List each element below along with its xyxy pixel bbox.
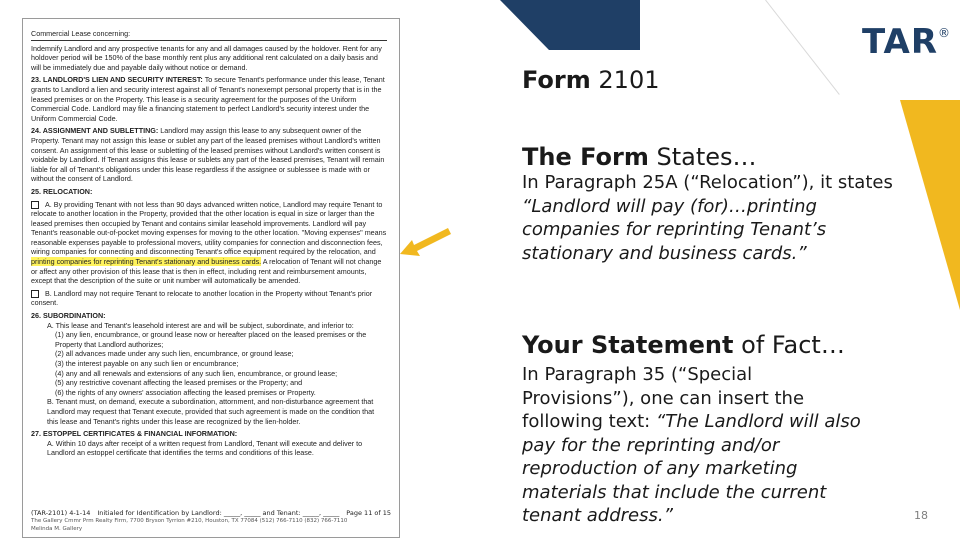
registered-mark: ® — [938, 25, 952, 40]
doc-para-26 — [31, 311, 387, 321]
form-title — [522, 66, 659, 94]
doc-para-23 — [31, 75, 387, 123]
doc-para-25a-pre: A. By providing Tenant with not less than 90 days advanced written notice, Landlord may require Tenant to relocate to another location in the Property, provided that the other location is equal in size or larger than the leased premises then occupied by Tenant and contains similar leasehold improvements. Landlord will pay Tenant's reasonable out-of-pocket moving expenses for moving to the other location. "Moving expenses" means reasonable expenses payable to professional movers, utility companies for connection and disconnection fees, wiring companies for connecting and disconnecting Tenant's office equipment required by the relocation, and — [31, 199, 387, 257]
doc-para-24-title: 24. ASSIGNMENT AND SUBLETTING: — [31, 126, 159, 136]
decorative-gold-shape — [900, 100, 960, 310]
logo-text: TAR — [862, 22, 939, 62]
doc-para-27a: A. Within 10 days after receipt of a written request from Landlord, Tenant will execute and deliver to Landlord an estoppel certificate that identifies the terms and conditions of this lease. — [47, 438, 363, 458]
form-number: 2101 — [598, 66, 660, 94]
checkbox-icon — [31, 201, 39, 209]
form-states-body — [522, 171, 894, 265]
form-title-word: Form — [522, 66, 591, 94]
doc-para-25b — [31, 289, 387, 308]
doc-para-26-title: 26. SUBORDINATION: — [31, 311, 106, 321]
doc-para-26a-item: (5) any restrictive covenant affecting the leased premises or the Property; and — [55, 378, 303, 388]
doc-para-26a-item: (3) the interest payable on any such lien or encumbrance; — [55, 359, 239, 368]
decorative-navy-shape — [500, 0, 640, 50]
doc-para-26a-item: (1) any lien, encumbrance, or ground lease now or hereafter placed on the leased premises or the Property that Landlord authorizes; — [55, 330, 367, 349]
statement-body — [522, 363, 867, 528]
statement-heading-bold: Your Statement — [522, 331, 734, 359]
lease-document-image — [22, 18, 400, 538]
statement-heading — [522, 331, 845, 359]
doc-para-24-text: Landlord may assign this lease to any subsequent owner of the Property. Tenant may not assign this lease or sublet any part of the leased premises without Landlord's written consent. An assignment of this lease or subletting of the leased premises without Landlord's written consent is voidable by Landlord. If Tenant assigns this lease or sublets any part of the leased premises, Tenant will remain liable for all of Tenant's obligations under this lease regardless if the assignee or sublessee is made with or without the consent of Landlord. — [31, 126, 385, 184]
doc-footer-page: Page 11 of 15 — [346, 509, 391, 517]
doc-para-27 — [31, 429, 387, 439]
doc-para-25a-highlight: printing companies for reprinting Tenant's stationary and business cards. — [31, 257, 262, 267]
doc-para-25a-post: A relocation of Tenant will not change or affect any other provision of this lease that is then in effect, including rent and reimbursement amounts, except that the description of the suite or unit number will automatically be amended. — [31, 257, 382, 286]
checkbox-icon — [31, 290, 39, 298]
doc-para-25b-text: B. Landlord may not require Tenant to relocate to another location in the Property without Tenant's prior consent. — [31, 288, 373, 308]
doc-footer-form-id: (TAR-2101) 4-1-14 — [31, 509, 91, 517]
doc-para-25 — [31, 187, 387, 197]
statement-intro: In Paragraph 35 (“Special Provisions”), one can insert the following text: — [522, 364, 805, 432]
doc-holdover: Indemnify Landlord and any prospective tenants for any and all damages caused by the holdover. Rent for any holdover period will be 150% of the base monthly rent plus any additional rent calculated on a daily basis and will be immediately due and payable daily without notice or demand. — [31, 43, 382, 72]
doc-footer-address: The Gallery Cmmr Prm Realty Firm, 7700 Bryson Tyrrion #210, Houston, TX 77084 (512) 766-7110 (832) 766-7110 — [31, 518, 348, 524]
statement-quote: “The Landlord will also pay for the reprinting and/or reproduction of any marketing materials that include the current tenant address.” — [522, 411, 861, 526]
doc-para-26a-item: (6) the rights of any owners' association affecting the leased premises or Property. — [55, 387, 316, 397]
doc-para-26b: B. Tenant must, on demand, execute a subordination, attornment, and non-disturbance agreement that Landlord may request that Tenant execute, provided that such agreement is made on the condition that this lease and Tenant's rights under this lease are recognized by the lien-holder. — [47, 397, 375, 426]
form-states-quote: “Landlord will pay (for)…printing companies for reprinting Tenant’s stationary and business cards.” — [522, 195, 827, 264]
tar-logo — [862, 22, 951, 62]
pointer-arrow-icon — [396, 224, 452, 264]
doc-para-23-text: To secure Tenant's performance under this lease, Tenant grants to Landlord a lien and security interest against all of Tenant's nonexempt personal property that is in the leased premises or on the Property. This lease is a security agreement for the purposes of the Uniform Commercial Code. Landlord may file a financing statement to perfect Landlord's security interest under the Uniform Commercial Code. — [31, 75, 385, 123]
doc-header: Commercial Lease concerning: — [31, 29, 387, 41]
decorative-line — [765, 0, 840, 95]
doc-para-27-title: 27. ESTOPPEL CERTIFICATES & FINANCIAL INFORMATION: — [31, 429, 238, 439]
doc-para-23-title: 23. LANDLORD'S LIEN AND SECURITY INTEREST: — [31, 75, 203, 85]
doc-footer — [31, 509, 391, 533]
statement-heading-rest: of Fact… — [741, 331, 845, 359]
doc-para-25-title: 25. RELOCATION: — [31, 186, 93, 196]
form-states-heading-bold: The Form — [522, 143, 649, 171]
doc-para-25a — [31, 200, 387, 286]
form-states-intro: In Paragraph 25A (“Relocation”), it states — [522, 172, 893, 193]
doc-para-24 — [31, 126, 387, 184]
doc-para-26a-item: (4) any and all renewals and extensions of any such lien, encumbrance, or ground lease; — [55, 368, 338, 378]
form-states-heading — [522, 143, 757, 171]
doc-para-26a: A. This lease and Tenant's leasehold interest are and will be subject, subordinate, and inferior to: — [47, 320, 354, 330]
page-number: 18 — [914, 509, 928, 522]
doc-footer-name: Melinda M. Gallery — [31, 526, 83, 532]
doc-footer-initials: Initialed for Identification by Landlord: _____, _____ and Tenant: _____, _____ — [97, 509, 340, 517]
doc-para-26a-item: (2) all advances made under any such lien, encumbrance, or ground lease; — [55, 349, 294, 359]
form-states-heading-rest: States… — [656, 143, 757, 171]
